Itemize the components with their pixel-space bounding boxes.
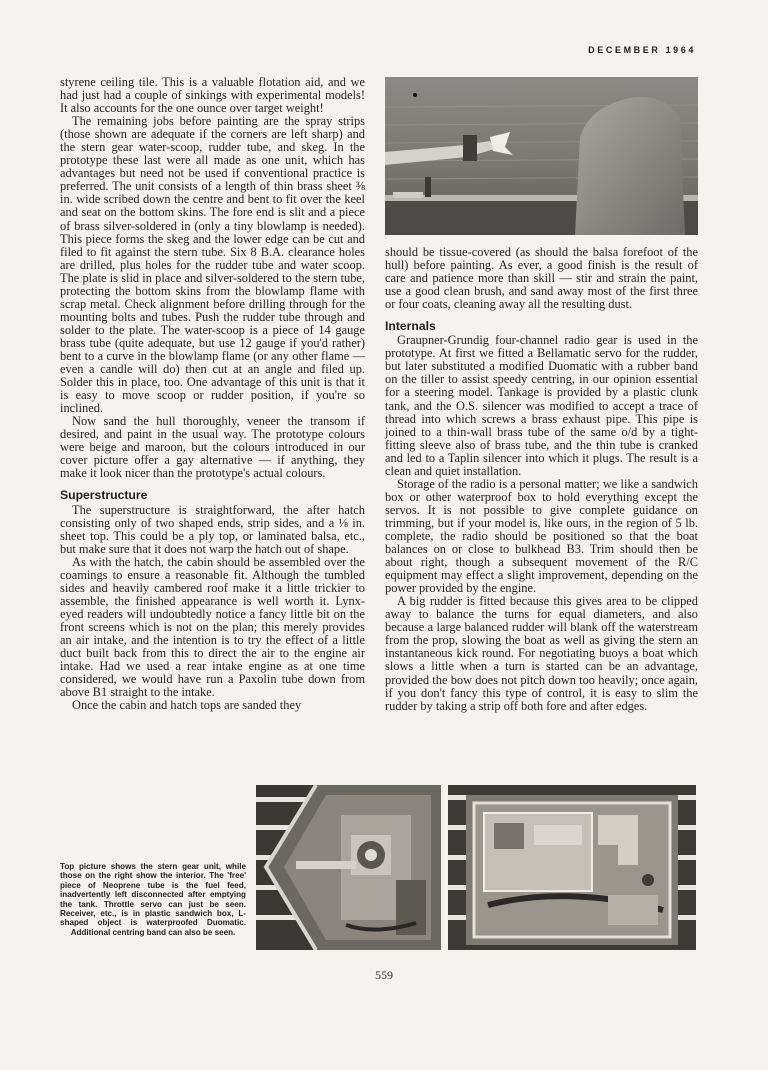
running-head: DECEMBER 1964 (588, 45, 696, 55)
page-number: 559 (375, 968, 393, 982)
paragraph: A big rudder is fitted because this gives area to be clipped away to balance the turns for equal diameters, and also because a large balanced rudder will blank off the waterstream from the prop, slowing the boat as well as giving the stern an instantaneous kick round. For negotiating buoys a boat which slows a little when a turn is started can be an advantage, provided the bow does not pitch down too heavily; once again, if you don't fancy this type of control, it is easy to slim the rudder by taking a strip off both fore and after edges. (385, 594, 698, 713)
left-text-column (60, 76, 365, 712)
paragraph: should be tissue-covered (as should the balsa forefoot of the hull) before painting. As ever, a good finish is the result of care and patience more than skill — stir and strain the paint, use a good clean brush, and sand away most of the first three or four coats, cleaning away all the resulting dust. (385, 245, 698, 312)
paragraph: styrene ceiling tile. This is a valuable flotation aid, and we had just had a couple of sinkings with experimental models! It also accounts for the one ounce over target weight! (60, 75, 365, 116)
paragraph: Now sand the hull thoroughly, veneer the transom if desired, and paint in the usual way. The prototype colours were beige and maroon, but the colours introduced in our cover picture offer a gay alternative — if anything, they make it look nicer than the prototype's actual colours. (60, 414, 365, 481)
paragraph: Storage of the radio is a personal matter; we like a sandwich box or other waterproof box to hold everything except the servos. It is not possible to give complete guidance on trimming, but if your model is, like ours, in the region of 5 lb. complete, the radio should be positioned so that the boat balances on or close to bulkhead B3. Trim should then be about right, though a subsequent movement of the R/C equipment may effect a slight improvement, depending on the power provided by the engine. (385, 476, 698, 596)
paragraph: The remaining jobs before painting are the spray strips (those shown are adequate if the corners are left sharp) and the stern gear water-scoop, rudder tube, and skeg. In the prototype these last were all made as one unit, which has advantages but need not be used if conventional practice is preferred. The unit consists of a length of thin brass sheet ⅜ in. wide scribed down the centre and bent to fit over the keel and seat on the bottom skins. The fore end is slit and a piece of brass silver-soldered in (only a tiny blowlamp is needed). This piece forms the skeg and the lower edge can be cut and filed to fit against the stern tube. Six 8 B.A. clearance holes are drilled, plus holes for the rudder tube and water scoop. The plate is slid in place and silver-soldered to the stern tube, protecting the bottom skins from the blowlamp flame with scrap metal. Check alignment before drilling through for the mounting bolts and tubes. Push the rudder tube through and solder to the plate. The water-scoop is a piece of 14 gauge brass tube (quite adequate, but use 12 gauge if you'd rather) bent to a curve in the blowlamp flame (or any other flame — even a candle will do) then cut at an angle and filed up. Solder this in place, too. One advantage of this unit is that it is easy to move scoop or rudder position, if you're so inclined. (60, 114, 365, 416)
paragraph: As with the hatch, the cabin should be assembled over the coamings to ensure a reasonable fit. Although the tumbled sides and heavily cambered roof make it a little trickier to assemble, the finished appearance is well worth it. Lynx-eyed readers will undoubtedly notice a fancy little bit on the front screens which is not on the plan; this merely provides an air intake, and the intention is to try the effect of a little duct built back from this to direct the air to the engine air intake. Had we used a rear intake engine as at one time considered, we would have run a Paxolin tube down from above B1 straight to the intake. (60, 554, 365, 700)
right-text-column (385, 246, 698, 713)
photo-caption: Top picture shows the stern gear unit, while those on the right show the interior. The 'free' piece of Neoprene tube is the fuel feed, inadvertently left disconnected after emptying the tank. Throttle servo can just be seen. Receiver, etc., is in plastic sandwich box, L-shaped object is waterproofed Duomatic. Additional centring band can also be seen. (60, 862, 246, 937)
paragraph: Graupner-Grundig four-channel radio gear is used in the prototype. At first we fitted a Bellamatic servo for the rudder, but later substituted a modified Duomatic with a rubber band on the tiller to assist speedy centring, in our opinion essential for a steering model. Tankage is provided by a plastic clunk tank, and the O.S. silencer was modified to accept a trace of thread into which screws a brass exhaust pipe. This pipe is joined to a thin-wall brass tube of the same o/d by a tight-fitting sleeve also of brass tube, and the thin tube is cranked and led to a Taplin silencer into which it plugs. The result is a clean and quiet installation. (385, 333, 698, 478)
paragraph: The superstructure is straightforward, the after hatch consisting only of two shaped ends, strip sides, and a ⅛ in. sheet top. This could be a ply top, or laminated balsa, etc., but make sure that it does not warp the hatch out of shape. (60, 502, 365, 556)
section-heading-internals: Internals (385, 319, 436, 334)
stern-gear-photo (385, 77, 698, 235)
interior-bow-photo (256, 785, 441, 950)
interior-radio-photo (448, 785, 696, 950)
section-heading-superstructure: Superstructure (60, 488, 148, 503)
paragraph: Once the cabin and hatch tops are sanded they (72, 698, 302, 713)
